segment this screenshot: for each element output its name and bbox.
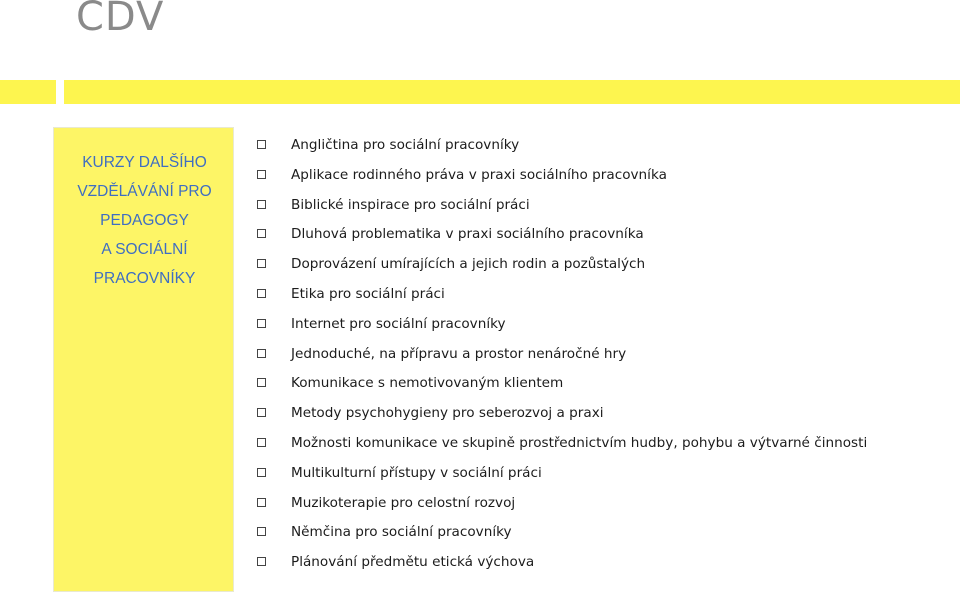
list-item: [256, 161, 867, 191]
list-item: [256, 399, 867, 429]
square-bullet-icon: [257, 200, 266, 209]
square-bullet-icon: [257, 438, 266, 447]
course-name: Jednoduché, na přípravu a prostor nenáročné hry: [291, 345, 627, 362]
header-band-left: [0, 80, 56, 104]
square-bullet-icon: [257, 378, 266, 387]
course-name: Metody psychohygieny pro seberozvoj a praxi: [291, 405, 604, 422]
course-name: Biblické inspirace pro sociální práci: [291, 196, 530, 213]
list-item: [256, 548, 867, 578]
course-name: Muzikoterapie pro celostní rozvoj: [291, 494, 516, 511]
square-bullet-icon: [257, 259, 266, 268]
list-item: [256, 310, 867, 340]
sidebar-title-line: PRACOVNÍKY: [93, 270, 196, 287]
sidebar-title-line: A SOCIÁLNÍ: [101, 241, 188, 258]
course-name: Doprovázení umírajících a jejich rodin a pozůstalých: [291, 256, 646, 273]
course-name: Němčina pro sociální pracovníky: [291, 524, 512, 541]
sidebar-title-line: KURZY DALŠÍHO: [82, 154, 207, 171]
list-item: [256, 220, 867, 250]
square-bullet-icon: [257, 140, 266, 149]
sidebar-panel: [53, 127, 234, 592]
list-item: [256, 369, 867, 399]
list-item: [256, 489, 867, 519]
square-bullet-icon: [257, 170, 266, 179]
course-name: Plánování předmětu etická výchova: [291, 554, 535, 571]
square-bullet-icon: [257, 527, 266, 536]
list-item: [256, 459, 867, 489]
square-bullet-icon: [257, 349, 266, 358]
course-name: Multikulturní přístupy v sociální práci: [291, 464, 542, 481]
course-name: Komunikace s nemotivovaným klientem: [291, 375, 564, 392]
square-bullet-icon: [257, 498, 266, 507]
square-bullet-icon: [257, 408, 266, 417]
sidebar-title-line: PEDAGOGY: [100, 212, 189, 229]
course-name: Internet pro sociální pracovníky: [291, 315, 506, 332]
list-item: [256, 340, 867, 370]
course-name: Etika pro sociální práci: [291, 285, 445, 302]
sidebar-title-line: VZDĚLÁVÁNÍ PRO: [77, 183, 212, 200]
square-bullet-icon: [257, 319, 266, 328]
course-name: Aplikace rodinného práva v praxi sociálního pracovníka: [291, 166, 667, 183]
square-bullet-icon: [257, 289, 266, 298]
list-item: [256, 429, 867, 459]
square-bullet-icon: [257, 468, 266, 477]
page-title: CDV: [76, 0, 165, 40]
course-name: Možnosti komunikace ve skupině prostřednictvím hudby, pohybu a výtvarné činnosti: [291, 434, 868, 451]
course-name: Angličtina pro sociální pracovníky: [291, 137, 520, 153]
list-item: [256, 131, 867, 161]
list-item: [256, 518, 867, 548]
square-bullet-icon: [257, 557, 266, 566]
list-item: [256, 250, 867, 280]
header-band-right: [64, 80, 960, 104]
list-item: [256, 280, 867, 310]
list-item: [256, 191, 867, 221]
sidebar-title: [54, 148, 235, 293]
course-name: Dluhová problematika v praxi sociálního pracovníka: [291, 226, 644, 243]
course-list: [256, 131, 867, 578]
square-bullet-icon: [257, 229, 266, 238]
